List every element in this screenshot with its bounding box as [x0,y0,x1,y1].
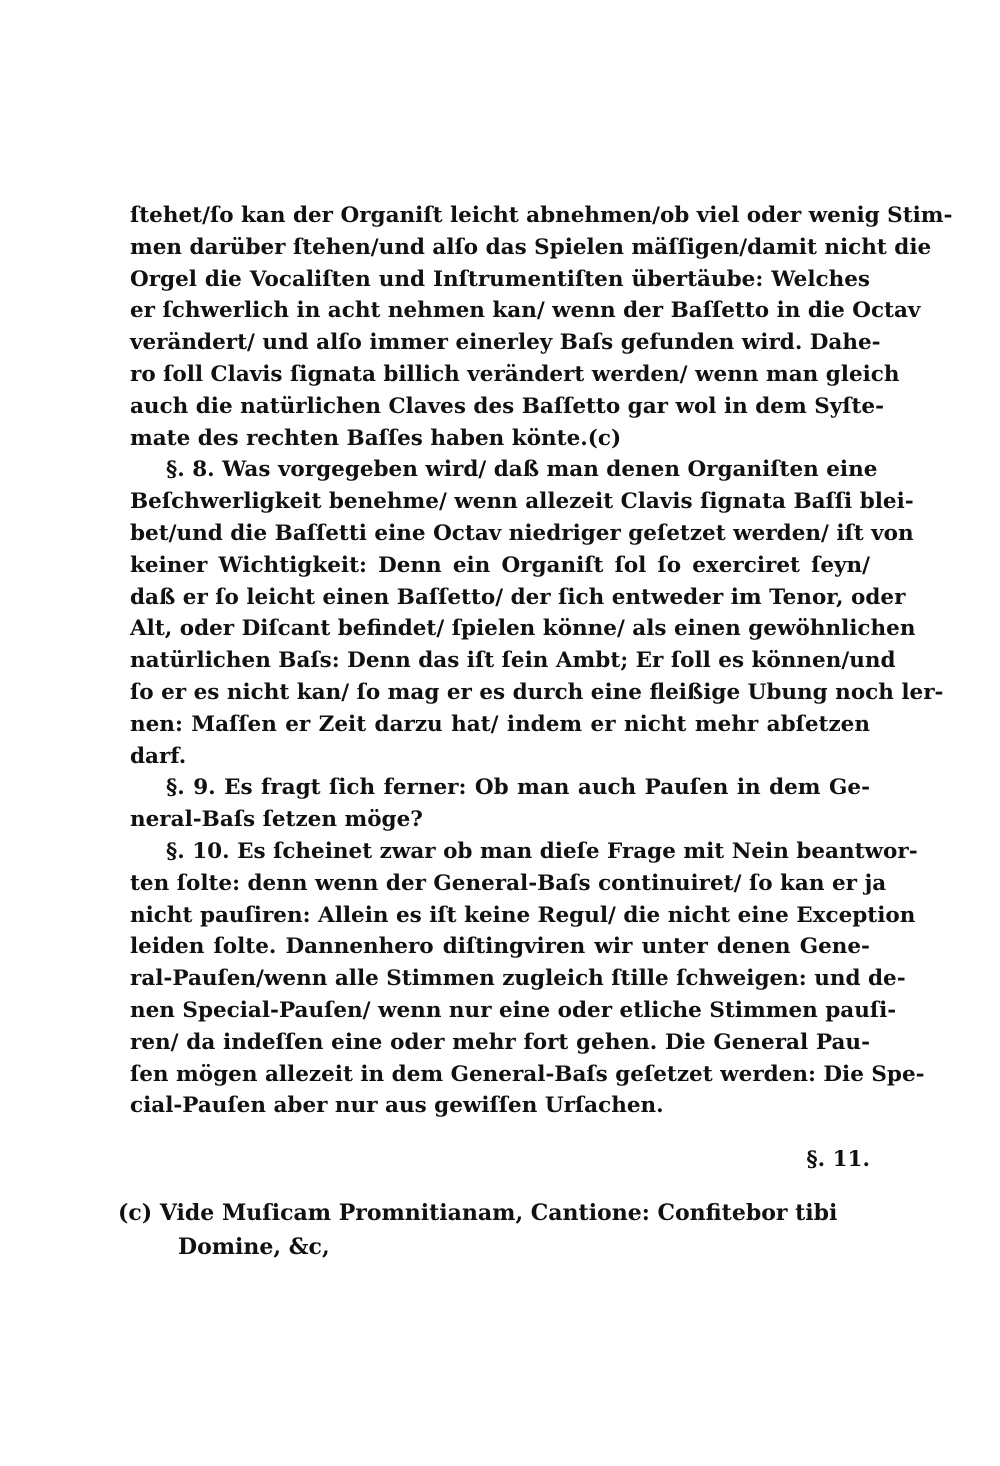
text-line: ro ſoll Clavis ſignata billich verändert werden/ wenn man gleich [130,361,900,387]
text-line: ren/ da indeſſen eine oder mehr fort gehen. Die General Pau- [130,1029,870,1055]
catchword: §. 11. [806,1147,870,1172]
text-line: darf. [130,743,187,769]
footnote-line: (c) Vide Muſicam Promnitianam, Cantione: Confitebor tibi [118,1200,838,1226]
text-line: bet/und die Baſſetti eine Octav niedriger geſetzet werden/ iſt von [130,520,914,546]
section-heading-line: §. 10. Es ſcheinet zwar ob man dieſe Frage mit Nein beantwor- [166,838,918,864]
text-line: daß er ſo leicht einen Baſſetto/ der ſich entweder im Tenor, oder [130,584,906,610]
paragraph-section-8 [130,454,944,772]
text-line: Alt, oder Diſcant befindet/ ſpielen könne/ als einen gewöhnlichen [130,616,916,642]
text-line: leiden ſolte. Dannenhero diſtingviren wir unter denen Gene- [130,934,870,960]
text-line: nen: Maſſen er Zeit darzu hat/ indem er nicht mehr abſetzen [130,711,870,737]
text-line: ſen mögen allezeit in dem General-Baſs geſetzet werden: Die Spe- [130,1061,925,1087]
text-line: cial-Pauſen aber nur aus gewiſſen Urſachen. [130,1093,664,1119]
text-line: ral-Pauſen/wenn alle Stimmen zugleich ſtille ſchweigen: und de- [130,966,906,992]
footnote [118,1196,878,1264]
text-line: nen Special-Pauſen/ wenn nur eine oder etliche Stimmen pauſi- [130,997,897,1023]
text-line: ten ſolte: denn wenn der General-Baſs continuiret/ ſo kan er ja [130,870,887,896]
text-line: Beſchwerligkeit benehme/ wenn allezeit Clavis ſignata Baſſi blei- [130,489,914,515]
body-text [130,200,953,1122]
footnote-line: Domine, &c, [178,1234,330,1260]
text-line: ſtehet/ſo kan der Organiſt leicht abnehmen/ob viel oder wenig Stim- [130,203,953,228]
paragraph-section-9 [130,772,870,836]
paragraph-section-10 [130,836,925,1122]
text-line: keiner Wichtigkeit: Denn ein Organiſt ſol ſo exerciret ſeyn/ [130,552,870,578]
paragraph-continuation [130,200,953,454]
text-line: mate des rechten Baſſes haben könte.(c) [130,425,622,451]
text-line: Orgel die Vocaliſten und Inſtrumentiſten übertäube: Welches [130,266,870,292]
text-line: nicht pauſiren: Allein es iſt keine Regul/ die nicht eine Exception [130,902,916,928]
text-line: ſo er es nicht kan/ ſo mag er es durch eine fleißige Ubung noch ler- [130,679,944,705]
text-line: auch die natürlichen Claves des Baſſetto gar wol in dem Syſte- [130,393,884,419]
text-line: men darüber ſtehen/und alſo das Spielen mäſſigen/damit nicht die [130,234,932,260]
section-heading-line: §. 8. Was vorgegeben wird/ daß man denen Organiſten eine [166,457,878,483]
text-line: verändert/ und alſo immer einerley Baſs gefunden wird. Dahe- [130,330,881,356]
text-line: neral-Baſs ſetzen möge? [130,807,423,833]
text-line: natürlichen Baſs: Denn das iſt ſein Ambt; Er ſoll es können/und [130,648,896,674]
section-heading-line: §. 9. Es fragt ſich ferner: Ob man auch Pauſen in dem Ge- [166,775,870,801]
text-line: er ſchwerlich in acht nehmen kan/ wenn der Baſſetto in die Octav [130,298,921,324]
